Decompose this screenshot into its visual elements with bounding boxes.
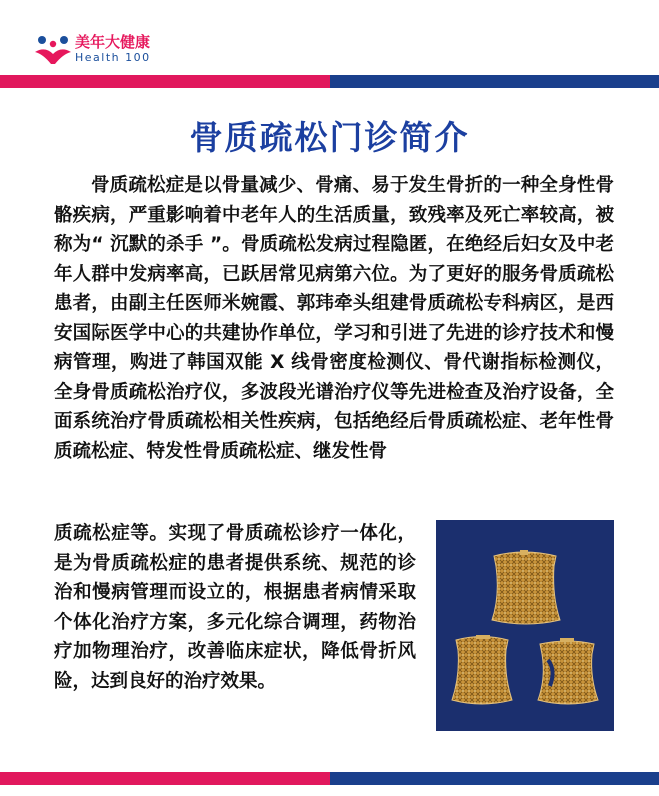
brand-name-en: Health 100: [75, 51, 151, 64]
brand-name-cn: 美年大健康: [75, 33, 151, 51]
page-title: 骨质疏松门诊简介: [189, 118, 470, 157]
intro-paragraph-continued: 质疏松症等。实现了骨质疏松诊疗一体化，是为骨质疏松症的患者提供系统、规范的诊治和慢病管理而设立的，根据患者病情采取个体化治疗方案，多元化综合调理，药物治疗加物理治疗，改善临床症状，降低骨折风险，达到良好的治疗效果。: [54, 523, 416, 692]
top-divider-pink: [0, 75, 330, 88]
vertebra-bone-illustration: [436, 520, 614, 731]
person-logo-icon: [33, 32, 73, 68]
bottom-divider-pink: [0, 772, 330, 785]
bottom-divider-blue: [330, 772, 659, 785]
brand-logo: [33, 30, 173, 70]
vertebra-bone-image: [436, 520, 614, 731]
intro-paragraph: 骨质疏松症是以骨量减少、骨痛、易于发生骨折的一种全身性骨骼疾病，严重影响着中老年人的生活质量，致残率及死亡率较高，被称为“ 沉默的杀手 ”。骨质疏松发病过程隐匿，在绝经后妇女及中老年人群中发病率高，已跃居常见病第六位。为了更好的服务骨质疏松患者，由副主任医师米婉霞、郭玮牵头组建骨质疏松专科病区，是西安国际医学中心的共建协作单位，学习和引进了先进的诊疗技术和慢病管理，购进了韩国双能 X 线骨密度检测仪、骨代谢指标检测仪，全身骨质疏松治疗仪，多波段光谱治疗仪等先进检查及治疗设备，全面系统治疗骨质疏松相关性疾病，包括绝经后骨质疏松症、老年性骨质疏松症、特发性骨质疏松症、继发性骨: [54, 175, 614, 462]
top-divider-blue: [330, 75, 659, 88]
